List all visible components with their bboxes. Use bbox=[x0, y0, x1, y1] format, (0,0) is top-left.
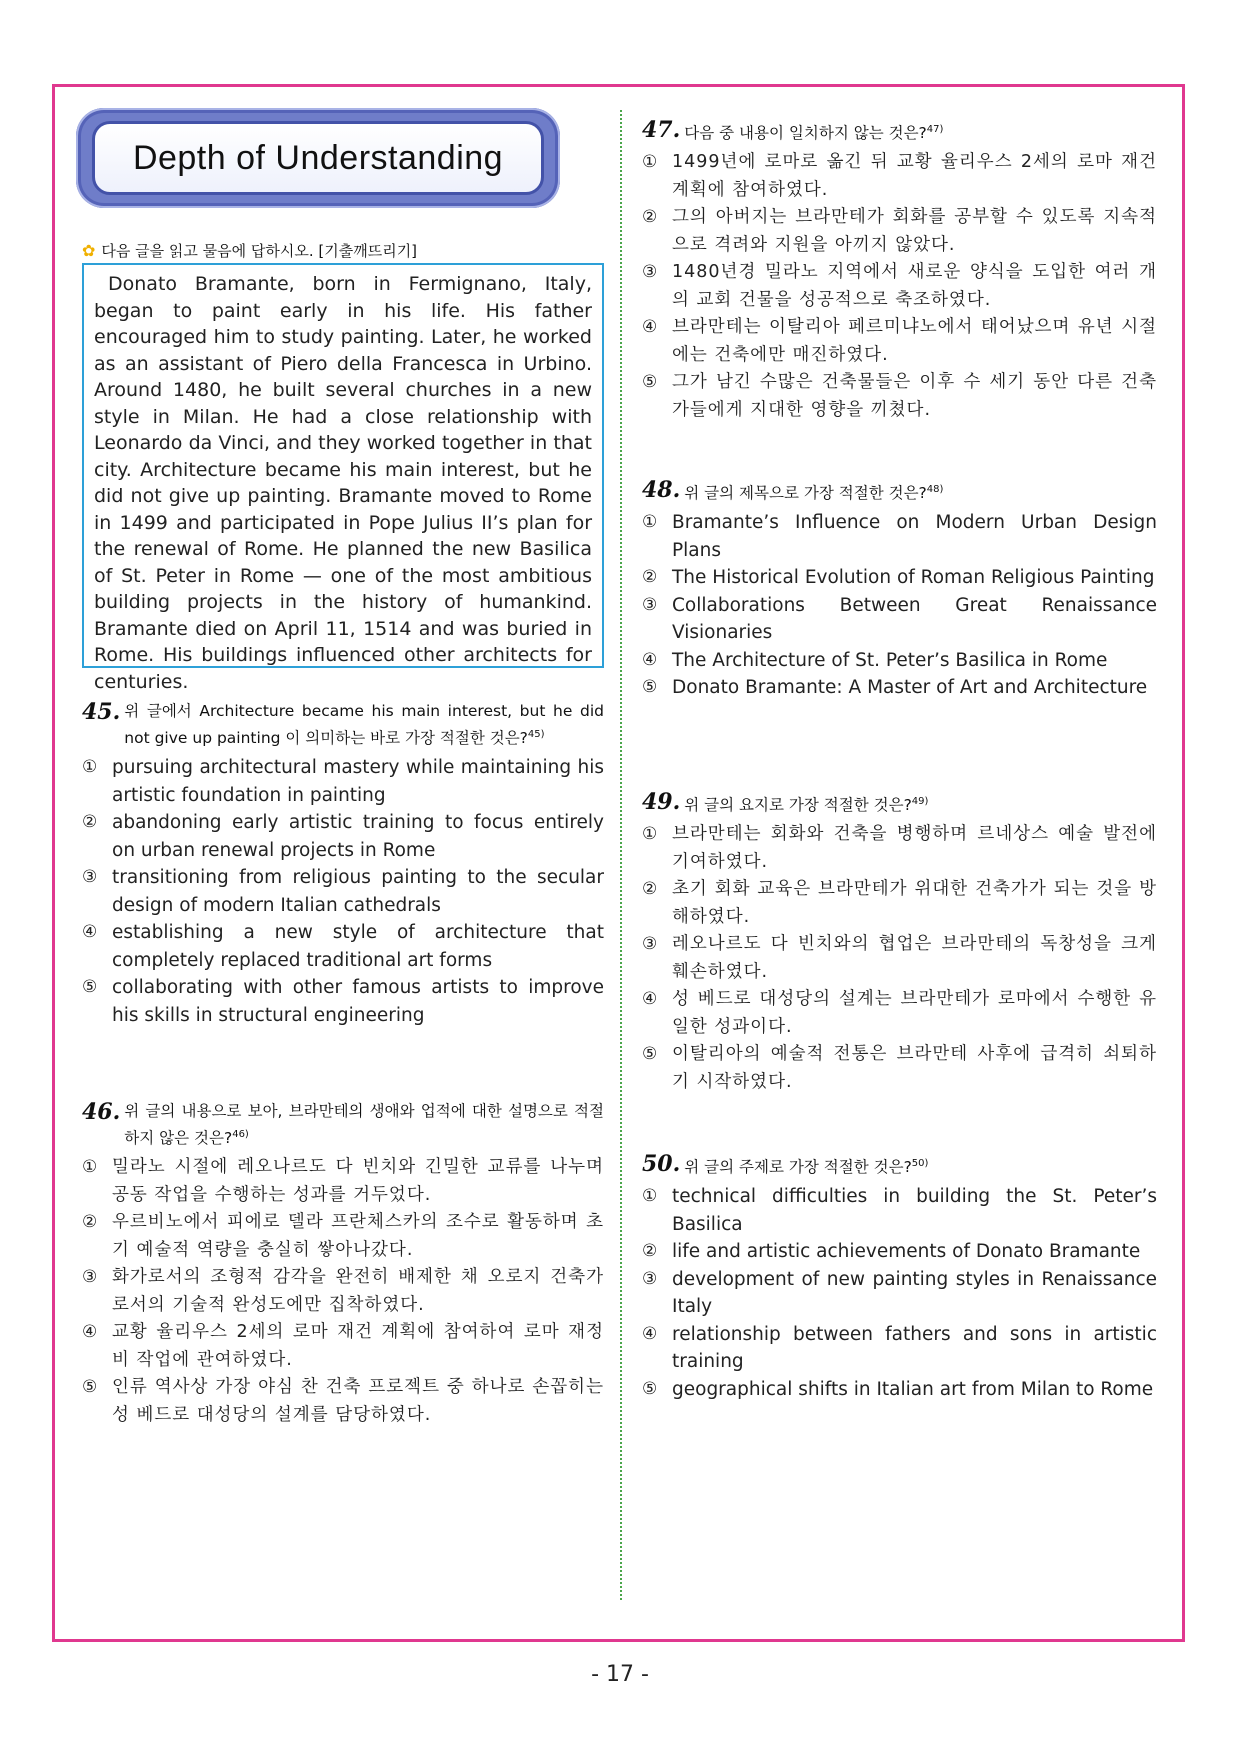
banner-title: Depth of Understanding bbox=[132, 138, 504, 177]
answer-option[interactable]: ④ establishing a new style of architecture that completely replaced traditional art forms bbox=[82, 922, 604, 971]
answer-option[interactable]: ① Bramante’s Influence on Modern Urban Design Plans bbox=[642, 512, 1157, 561]
answer-option[interactable]: ③ 레오나르도 다 빈치와의 협업은 브라만테의 독창성을 크게 훼손하였다. bbox=[642, 934, 1157, 982]
answer-option[interactable]: ③ 1480년경 밀라노 지역에서 새로운 양식을 도입한 여러 개의 교회 건물을 성공적으로 축조하였다. bbox=[642, 262, 1157, 310]
answer-option[interactable]: ⑤ 그가 남긴 수많은 건축물들은 이후 수 세기 동안 다른 건축가들에게 지대한 영향을 끼쳤다. bbox=[642, 372, 1157, 420]
page-number: - 17 - bbox=[591, 1662, 649, 1687]
answer-options bbox=[642, 509, 1157, 702]
instruction-text: 다음 글을 읽고 물음에 답하시오. [기출깨뜨리기] bbox=[101, 242, 418, 260]
answer-option[interactable]: ① 1499년에 로마로 옮긴 뒤 교황 율리우스 2세의 로마 재건 계획에 참여하였다. bbox=[642, 152, 1157, 200]
answer-options bbox=[642, 149, 1157, 424]
question-stem: 위 글의 내용으로 보아, 브라만테의 생애와 업적에 대한 설명으로 적절하지 않은 것은?$^{46)}$ bbox=[124, 1102, 604, 1148]
reading-passage: Donato Bramante, born in Fermignano, Italy, began to paint early in his life. His father encouraged him to study painting. Later, he worked as an assistant of Piero della Francesca in Urbino. Around 1480, he built several churches in a new style in Milan. He had a close relationship with Leonardo da Vinci, and they worked together in that city. Architecture became his main interest, but he did not give up painting. Bramante moved to Rome in 1499 and participated in Pope Julius II’s plan for the renewal of Rome. He planned the new Basilica of St. Peter in Rome — one of the most ambitious building projects in the history of humankind. Bramante died on April 11, 1514 and was buried in Rome. His buildings influenced other architects for centuries. bbox=[82, 263, 604, 668]
question-number: 45. bbox=[82, 699, 121, 725]
flower-icon: ✿ bbox=[82, 241, 96, 260]
answer-options bbox=[82, 1154, 604, 1429]
answer-option[interactable]: ⑤ Donato Bramante: A Master of Art and Architecture bbox=[642, 677, 1148, 699]
question-50 bbox=[642, 1152, 1157, 1403]
answer-options bbox=[642, 1183, 1157, 1403]
banner-inner bbox=[92, 121, 544, 195]
question-stem: 위 글의 요지로 가장 적절한 것은?$^{49)}$ bbox=[684, 796, 929, 815]
answer-option[interactable]: ⑤ 인류 역사상 가장 야심 찬 건축 프로젝트 중 하나로 손꼽히는 성 베드로 대성당의 설계를 담당하였다. bbox=[82, 1377, 604, 1425]
footnote-ref: 45) bbox=[527, 729, 545, 740]
answer-options bbox=[642, 821, 1157, 1096]
answer-option[interactable]: ⑤ 이탈리아의 예술적 전통은 브라만테 사후에 급격히 쇠퇴하기 시작하였다. bbox=[642, 1044, 1157, 1092]
footnote-ref: 46) bbox=[232, 1129, 249, 1140]
question-number: 47. bbox=[642, 117, 681, 143]
answer-option[interactable]: ④ 브라만테는 이탈리아 페르미냐노에서 태어났으며 유년 시절에는 건축에만 매진하였다. bbox=[642, 317, 1157, 365]
answer-option[interactable]: ④ relationship between fathers and sons in artistic training bbox=[642, 1323, 1157, 1373]
question-48 bbox=[642, 478, 1157, 702]
answer-option[interactable]: ② 초기 회화 교육은 브라만테가 위대한 건축가가 되는 것을 방해하였다. bbox=[642, 879, 1157, 927]
column-divider bbox=[620, 110, 622, 1600]
footnote-ref: 47) bbox=[926, 124, 944, 135]
answer-option[interactable]: ⑤ collaborating with other famous artists to improve his skills in structural engineering bbox=[82, 977, 604, 1026]
question-stem: 위 글의 주제로 가장 적절한 것은?$^{50)}$ bbox=[684, 1158, 929, 1177]
answer-option[interactable]: ④ The Architecture of St. Peter’s Basilica in Rome bbox=[642, 649, 1108, 671]
answer-option[interactable]: ② 그의 아버지는 브라만테가 회화를 공부할 수 있도록 지속적으로 격려와 지원을 아끼지 않았다. bbox=[642, 207, 1157, 255]
answer-option[interactable]: ④ 성 베드로 대성당의 설계는 브라만테가 로마에서 수행한 유일한 성과이다. bbox=[642, 989, 1157, 1037]
question-number: 48. bbox=[642, 477, 681, 503]
answer-option[interactable]: ② 우르비노에서 피에로 델라 프란체스카의 조수로 활동하며 초기 예술적 역량을 충실히 쌓아나갔다. bbox=[82, 1212, 604, 1260]
answer-option[interactable]: ③ 화가로서의 조형적 감각을 완전히 배제한 채 오로지 건축가로서의 기술적 완성도에만 집착하였다. bbox=[82, 1267, 604, 1315]
footnote-ref: 49) bbox=[911, 796, 929, 807]
question-45 bbox=[82, 700, 604, 1029]
footnote-ref: 48) bbox=[926, 484, 944, 495]
question-stem: 위 글에서 Architecture became his main interest, but he did not give up painting 이 의미하는 바로 가장 적절한 것은?$^{45)}$ bbox=[124, 702, 604, 748]
answer-option[interactable]: ④ 교황 율리우스 2세의 로마 재건 계획에 참여하여 로마 재정비 작업에 관여하였다. bbox=[82, 1322, 604, 1370]
question-49 bbox=[642, 790, 1157, 1096]
question-number: 49. bbox=[642, 789, 681, 815]
answer-option[interactable]: ① pursuing architectural mastery while maintaining his artistic foundation in painting bbox=[82, 757, 604, 806]
question-stem: 다음 중 내용이 일치하지 않는 것은?$^{47)}$ bbox=[684, 124, 944, 143]
section-banner bbox=[76, 108, 560, 208]
instruction bbox=[82, 240, 417, 261]
answer-option[interactable]: ⑤ geographical shifts in Italian art from Milan to Rome bbox=[642, 1378, 1154, 1400]
question-stem: 위 글의 제목으로 가장 적절한 것은?$^{48)}$ bbox=[684, 484, 944, 503]
answer-option[interactable]: ① technical difficulties in building the St. Peter’s Basilica bbox=[642, 1186, 1157, 1235]
question-47 bbox=[642, 118, 1157, 424]
answer-option[interactable]: ③ development of new painting styles in Renaissance Italy bbox=[642, 1268, 1157, 1318]
answer-option[interactable]: ② abandoning early artistic training to focus entirely on urban renewal projects in Rome bbox=[82, 812, 604, 861]
answer-option[interactable]: ① 브라만테는 회화와 건축을 병행하며 르네상스 예술 발전에 기여하였다. bbox=[642, 824, 1157, 872]
answer-option[interactable]: ② The Historical Evolution of Roman Religious Painting bbox=[642, 567, 1155, 589]
question-number: 46. bbox=[82, 1099, 121, 1125]
answer-option[interactable]: ③ transitioning from religious painting to the secular design of modern Italian cathedrals bbox=[82, 867, 604, 916]
footnote-ref: 50) bbox=[911, 1158, 929, 1169]
answer-option[interactable]: ③ Collaborations Between Great Renaissance Visionaries bbox=[642, 594, 1157, 644]
answer-option[interactable]: ② life and artistic achievements of Donato Bramante bbox=[642, 1241, 1141, 1263]
question-number: 50. bbox=[642, 1151, 681, 1177]
answer-option[interactable]: ① 밀라노 시절에 레오나르도 다 빈치와 긴밀한 교류를 나누며 공동 작업을 수행하는 성과를 거두었다. bbox=[82, 1157, 604, 1205]
question-46 bbox=[82, 1100, 604, 1429]
answer-options bbox=[82, 754, 604, 1029]
